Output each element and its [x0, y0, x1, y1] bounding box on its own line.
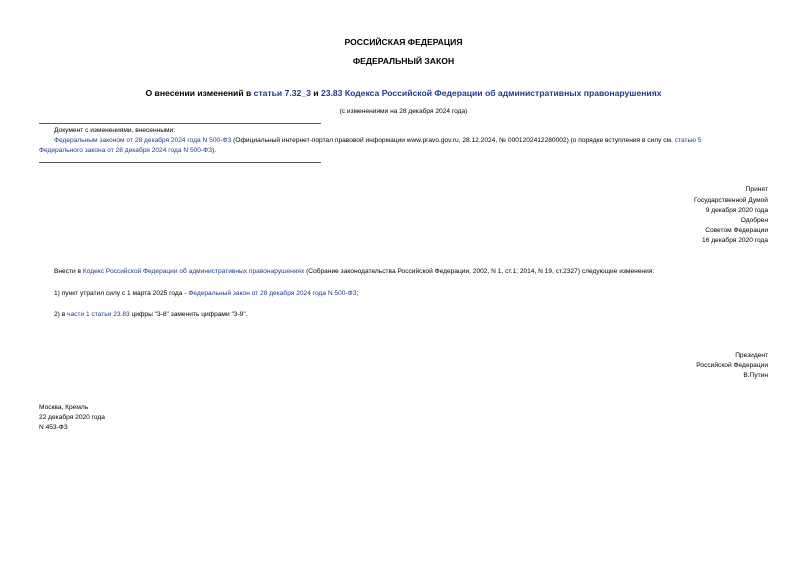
signature-position: Президент: [735, 352, 768, 359]
edition-note: (с изменениями на 28 декабря 2024 года): [339, 108, 468, 115]
amendments-line-2: [39, 147, 216, 154]
item-1: [54, 290, 358, 297]
item-2-prefix: 2) в: [54, 311, 68, 318]
title-link-article-7-32-3[interactable]: статьи 7.32_3: [253, 88, 311, 98]
amendments-line-1: [54, 137, 701, 144]
item-1-law-link[interactable]: Федеральный закон от 28 декабря 2024 года N 500-ФЗ: [188, 290, 357, 297]
footer-number: N 453-ФЗ: [39, 424, 68, 431]
title-prefix: О внесении изменений в: [145, 88, 254, 98]
item-1-suffix: ;: [356, 290, 359, 297]
divider-bottom: [39, 162, 321, 163]
title-mid: и: [310, 88, 321, 98]
adoption-duma: Государственной Думой: [694, 197, 768, 204]
amendment-article-5-link[interactable]: статью 5: [674, 137, 702, 144]
divider-top: [39, 123, 321, 124]
adoption-approved: Одобрен: [740, 217, 768, 224]
adoption-duma-date: 9 декабря 2020 года: [705, 207, 768, 214]
preamble-code-link[interactable]: Кодекс Российской Федерации об административных правонарушениях: [82, 268, 305, 275]
amendment-article-5-link-cont[interactable]: Федерального закона от 28 декабря 2024 года N 500-ФЗ: [39, 147, 213, 154]
document-title: [0, 88, 807, 98]
amendment-source-text: (Официальный интернет-портал правовой информации www.pravo.gov.ru, 28.12.2024, № 0001202412280002) (о порядке вступления в силу см.: [231, 137, 675, 144]
signature-country: Российской Федерации: [696, 362, 768, 369]
item-1-prefix: 1) пункт утратил силу с 1 марта 2025 года -: [54, 290, 189, 297]
amendment-law-link[interactable]: Федеральным законом от 28 декабря 2024 года N 500-ФЗ: [54, 137, 232, 144]
adoption-council: Советом Федерации: [705, 227, 768, 234]
adoption-council-date: 16 декабря 2020 года: [702, 237, 768, 244]
preamble-prefix: Внести в: [54, 268, 83, 275]
amendments-intro: Документ с изменениями, внесенными:: [54, 127, 176, 134]
header-country: РОССИЙСКАЯ ФЕДЕРАЦИЯ: [344, 37, 463, 47]
footer-date: 22 декабря 2020 года: [39, 414, 105, 421]
title-link-article-23-83[interactable]: 23.83 Кодекса Российской Федерации об административных правонарушениях: [320, 88, 662, 98]
signature-name: В.Путин: [743, 372, 768, 379]
footer-place: Москва, Кремль: [39, 404, 89, 411]
item-2: [54, 311, 248, 318]
item-2-suffix: цифры "3-8" заменить цифрами "3-9".: [129, 311, 248, 318]
preamble: [54, 268, 654, 275]
adoption-accepted: Принят: [745, 186, 768, 193]
item-2-article-link[interactable]: части 1 статьи 23.83: [67, 311, 130, 318]
amendment-close-text: ).: [212, 147, 217, 154]
header-law-type: ФЕДЕРАЛЬНЫЙ ЗАКОН: [352, 56, 455, 66]
preamble-suffix: (Собрание законодательства Российской Федерации, 2002, N 1, ст.1; 2014, N 19, ст.2327) следующие изменения:: [304, 268, 655, 275]
